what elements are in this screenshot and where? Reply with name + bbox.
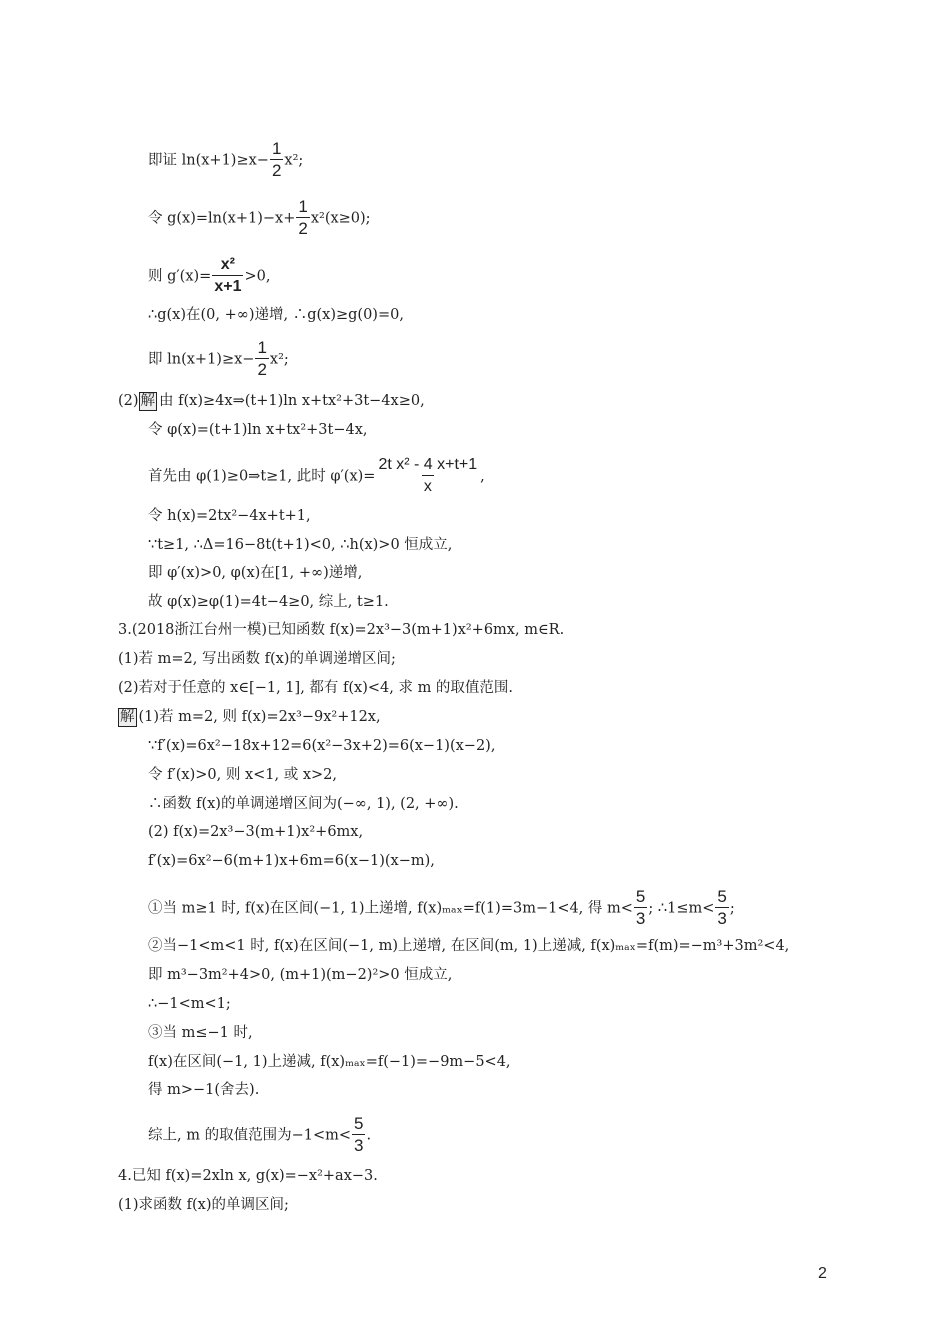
text-line: ②当−1<m<1 时, f(x)在区间(−1, m)上递增, 在区间(m, 1)上递减, f(x)ₘₐₓ=f(m)=−m³+3m²<4,	[148, 938, 790, 954]
text: 即 ln(x+1)≥x−	[148, 351, 255, 368]
text: ; ∴1≤m<	[648, 900, 715, 917]
text-line: ∴函数 f(x)的单调递增区间为(−∞, 1), (2, +∞).	[148, 796, 459, 812]
text-line: (2) f(x)=2x³−3(m+1)x²+6mx,	[148, 824, 364, 840]
answer-label-box: 解	[140, 393, 156, 409]
text-line: ∴g(x)在(0, +∞)递增, ∴g(x)≥g(0)=0,	[148, 307, 404, 323]
fraction: $\frac{5}{3}$	[635, 887, 646, 928]
fraction: $\frac{5}{3}$	[354, 1114, 364, 1155]
fraction: $\frac{\text{x²}}{x+1}$	[212, 255, 243, 298]
text-line	[118, 391, 425, 411]
text-line: 得 m>−1(舍去).	[148, 1082, 260, 1098]
fraction: $\frac{\text{2t x² - 4 x+t+1}}{x}$	[376, 455, 479, 498]
text: 则 g′(x)=	[148, 268, 212, 285]
text-line: 故 φ(x)≥φ(1)=4t−4≥0, 综上, t≥1.	[148, 594, 389, 610]
text-line	[148, 887, 735, 930]
text-line	[148, 255, 270, 298]
problem-statement: 4.已知 f(x)=2xln x, g(x)=−x²+ax−3.	[118, 1168, 378, 1184]
problem-statement: 3.(2018浙江台州一模)已知函数 f(x)=2x³−3(m+1)x²+6mx, m∈R.	[118, 622, 565, 638]
text: .	[366, 1127, 372, 1144]
text-line	[148, 338, 289, 381]
text-line: (2)若对于任意的 x∈[−1, 1], 都有 f(x)<4, 求 m 的取值范围.	[118, 680, 514, 696]
fraction: $\frac{5}{3}$	[717, 887, 727, 928]
text-line: (1)求函数 f(x)的单调区间;	[118, 1197, 289, 1213]
text-line	[148, 197, 371, 240]
text: 首先由 φ(1)≥0⇒t≥1, 此时 φ′(x)=	[148, 468, 376, 485]
text-line: ∵f′(x)=6x²−18x+12=6(x²−3x+2)=6(x−1)(x−2),	[148, 738, 496, 754]
text-line: (1)若 m=2, 写出函数 f(x)的单调递增区间;	[118, 651, 396, 667]
text-line: f′(x)=6x²−6(m+1)x+6m=6(x−1)(x−m),	[148, 853, 435, 869]
fraction: $\frac{1}{2}$	[257, 338, 267, 379]
text-line: f(x)在区间(−1, 1)上递减, f(x)ₘₐₓ=f(−1)=−9m−5<4,	[148, 1054, 511, 1070]
text: >0,	[244, 268, 271, 285]
fraction: $\frac{1}{2}$	[271, 139, 282, 180]
text-line: 令 h(x)=2tx²−4x+t+1,	[148, 508, 311, 524]
text: x²;	[284, 152, 304, 169]
text: ①当 m≥1 时, f(x)在区间(−1, 1)上递增, f(x)ₘₐₓ=f(1)=3m−1<4, 得 m<	[148, 900, 633, 917]
text-line: 即 m³−3m²+4>0, (m+1)(m−2)²>0 恒成立,	[148, 967, 453, 983]
text-line	[148, 455, 485, 498]
text-line	[118, 707, 381, 727]
answer-label-box: 解	[120, 709, 135, 725]
text-line	[148, 1114, 371, 1157]
page-number: 2	[818, 1265, 827, 1282]
text: 综上, m 的取值范围为−1<m<	[148, 1127, 351, 1144]
text: 即证 ln(x+1)≥x−	[148, 152, 269, 169]
text-line: 即 φ′(x)>0, φ(x)在[1, +∞)递增,	[148, 565, 363, 581]
text-line: ∵t≥1, ∴Δ=16−8t(t+1)<0, ∴h(x)>0 恒成立,	[148, 537, 453, 553]
text: (1)若 m=2, 则 f(x)=2x³−9x²+12x,	[138, 709, 381, 725]
text-line: 令 φ(x)=(t+1)ln x+tx²+3t−4x,	[148, 422, 368, 438]
text-line: ③当 m≤−1 时,	[148, 1025, 253, 1041]
text-line: ∴−1<m<1;	[148, 996, 231, 1012]
text: (2)	[118, 393, 139, 409]
fraction: $\frac{1}{2}$	[298, 197, 308, 238]
text: x²(x≥0);	[310, 210, 371, 227]
text: ,	[480, 468, 485, 485]
text: ;	[729, 900, 735, 917]
text: 由 f(x)≥4x⇒(t+1)ln x+tx²+3t−4x≥0,	[159, 393, 425, 409]
text: 令 g(x)=ln(x+1)−x+	[148, 210, 296, 227]
text: x²;	[269, 351, 289, 368]
text-line: 令 f′(x)>0, 则 x<1, 或 x>2,	[148, 767, 338, 783]
text-line	[148, 139, 303, 182]
